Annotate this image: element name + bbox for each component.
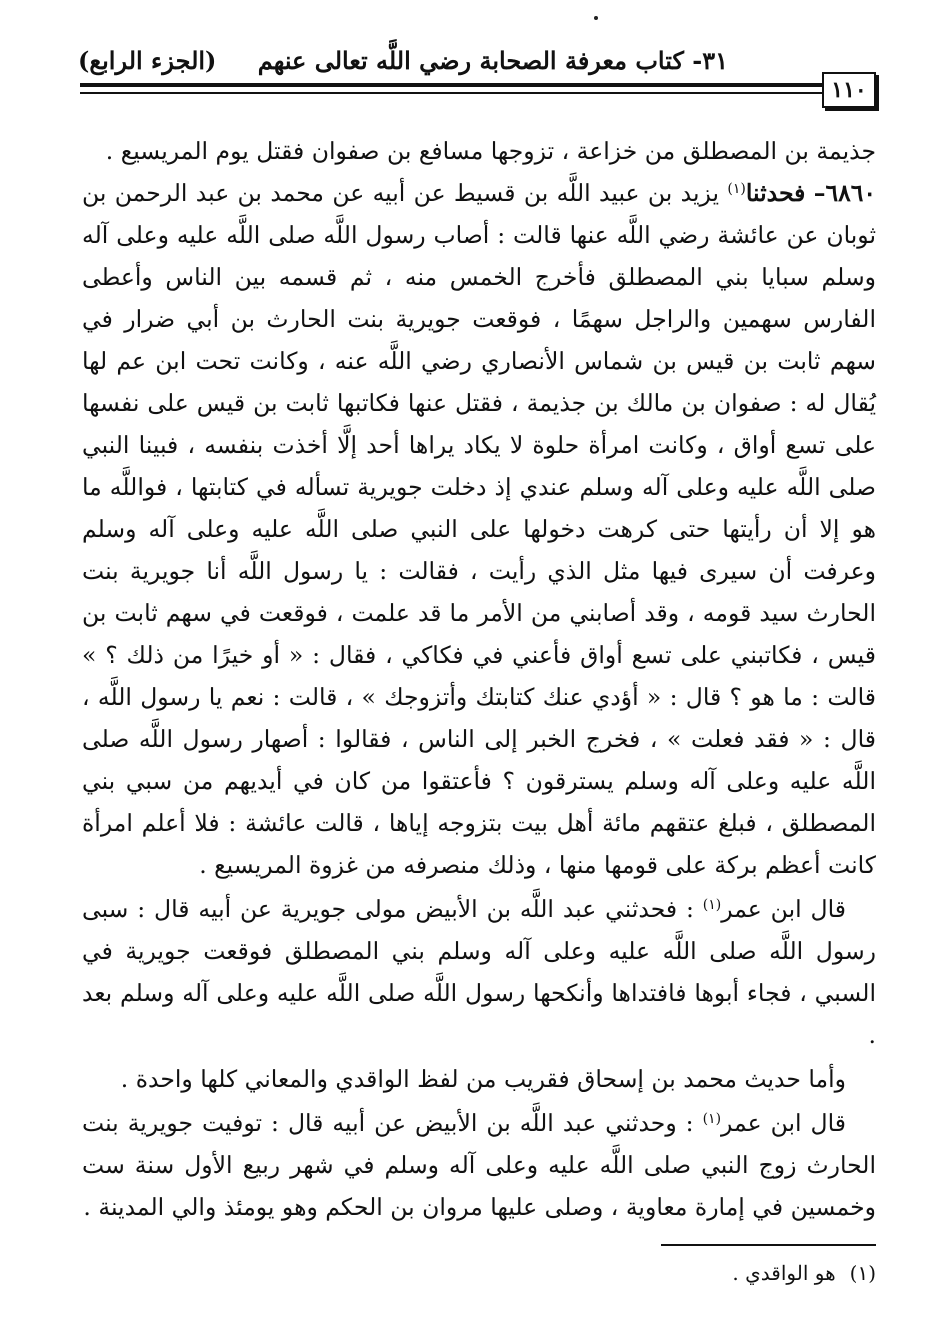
footnote-marker: (١)	[849, 1261, 876, 1285]
hadith-text: يزيد بن عبيد اللَّه بن قسيط عن أبيه عن محمد بن عبد الرحمن بن ثوبان عن عائشة رضي اللَّه عنها قالت : أصاب رسول اللَّه صلى اللَّه عليه وعلى آله وسلم سبايا بني المصطلق فأخرج الخمس منه ، ثم قسمه بين الناس وأعطى الفارس سهمين والراجل سهمًا ، فوقعت جويرية بنت الحارث بن أبي ضرار في سهم ثابت بن قيس بن شماس الأنصاري رضي اللَّه عنه ، وكانت تحت ابن عم لها يُقال له : صفوان بن مالك بن جذيمة ، فقتل عنها فكاتبها ثابت بن قيس على نفسها على تسع أواق ، وكانت امرأة حلوة لا يكاد يراها أحد إلَّا أخذت بنفسه ، فبينا النبي صلى اللَّه عليه وعلى آله وسلم عندي إذ دخلت جويرية تسأله في كتابتها ، فواللَّه ما هو إلا أن رأيتها حتى كرهت دخولها على النبي صلى اللَّه عليه وعلى آله وسلم وعرفت أن سيرى فيها مثل الذي رأيت ، فقالت : يا رسول اللَّه أنا جويرية بنت الحارث سيد قومه ، وقد أصابني من الأمر ما قد علمت ، فوقعت في سهم ثابت بن قيس ، فكاتبني على تسع أواق فأعني في فكاكي ، فقال : « أو خيرًا من ذلك ؟ » قالت : ما هو ؟ قال : « أؤدي عنك كتابتك وأتزوجك » ، قالت : نعم يا رسول اللَّه ، قال : « فقد فعلت » ، فخرج الخبر إلى الناس ، فقالوا : أصهار رسول اللَّه صلى اللَّه عليه وعلى آله وسلم يسترقون ؟ فأعتقوا من كان في أيديهم من سبي بني المصطلق ، فبلغ عتقهم مائة أهل بيت بتزوجه إياها ، قالت عائشة : فلا أعلم امرأة كانت أعظم بركة على قومها منها ، وذلك منصرفه من غزوة المريسيع .	[82, 179, 876, 879]
page-number: ١١٠	[822, 72, 876, 108]
footnote-separator	[661, 1244, 876, 1246]
page-header	[78, 40, 878, 80]
footnote-ref: (١)	[702, 1111, 722, 1127]
paragraph-lead: قال ابن عمر	[721, 1109, 846, 1137]
paragraph-text: : وحدثني عبد اللَّه بن الأبيض عن أبيه قال : توفيت جويرية بنت الحارث زوج النبي صلى اللَّه عليه وعلى آله وسلم في شهر ربيع الأول سنة ست وخمسين في إمارة معاوية ، وصلى عليها مروان بن الحكم وهو يومئذ والي المدينة .	[82, 1109, 876, 1221]
footnote-ref: (١)	[727, 181, 746, 197]
hadith-number: ٦٨٦٠–	[813, 179, 876, 207]
paragraph-ibn-ishaq: وأما حديث محمد بن إسحاق فقريب من لفظ الواقدي والمعاني كلها واحدة .	[120, 1065, 846, 1093]
paragraph-ibn-umar-2	[82, 1102, 876, 1228]
header-rule-thin	[80, 92, 823, 94]
paragraph-lead: قال ابن عمر	[721, 895, 846, 923]
footnote	[732, 1258, 876, 1288]
paragraph-continuation: جذيمة بن المصطلق من خزاعة ، تزوجها مسافع بن صفوان فقتل يوم المريسيع .	[105, 137, 876, 165]
hadith-lead-word: فحدثنا	[745, 179, 806, 207]
ink-dot	[594, 16, 598, 20]
header-rule-thick	[80, 83, 823, 87]
paragraph-ibn-umar-1	[82, 888, 876, 1056]
running-title: ٣١- كتاب معرفة الصحابة رضي اللَّه تعالى عنهم	[257, 46, 728, 75]
paragraph-text: : فحدثني عبد اللَّه بن الأبيض مولى جويرية عن أبيه قال : سبى رسول اللَّه صلى اللَّه عليه وعلى آله وسلم بني المصطلق فوقعت جويرية في السبي ، فجاء أبوها فافتداها وأنكحها رسول اللَّه صلى اللَّه عليه وعلى آله وسلم بعد .	[82, 895, 876, 1049]
footnote-ref: (١)	[702, 897, 722, 913]
volume-label: (الجزء الرابع)	[78, 46, 217, 75]
hadith-paragraph	[82, 172, 876, 886]
footnote-text: هو الواقدي .	[732, 1261, 836, 1285]
main-text	[82, 130, 876, 1228]
